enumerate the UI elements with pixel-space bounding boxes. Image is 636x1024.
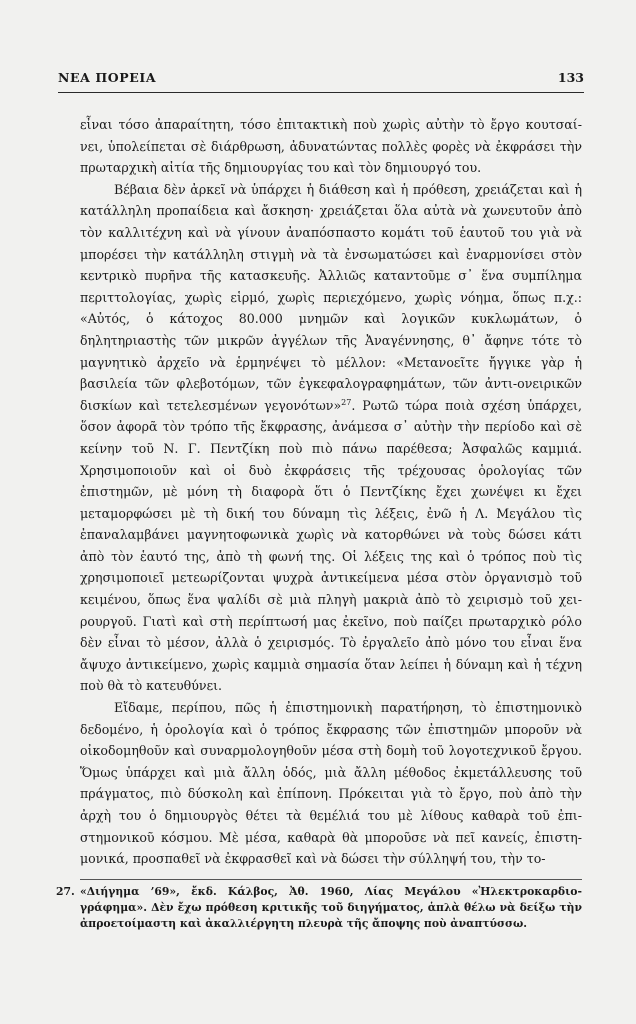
- paragraph-1: εἶναι τόσο ἀπαραίτητη, τόσο ἐπιτακτικὴ ποὺ χωρὶς αὐτὴν τὸ ἔργο κουτσαίνει, ὑπολείπεται σὲ διάρθρωση, ἀδυνατώντας πολλὲς φορὲς νὰ ἐκφράσει τὴν πρωταρχικὴ αἰτία τῆς δημιουργίας του καὶ τὸν δημιουργό του.: [80, 117, 582, 176]
- footnote-reference[interactable]: 27: [341, 397, 352, 407]
- footnote: [56, 884, 582, 933]
- journal-title: ΝΕΑ ΠΟΡΕΙΑ: [58, 70, 157, 85]
- paragraph-3: Εἴδαμε, περίπου, πῶς ἡ ἐπιστημονικὴ παρατήρηση, τὸ ἐπιστημονικὸ δεδομένο, ἡ ὁρολογία καὶ ὁ τρόπος ἔκφρασης τῶν ἐπιστημῶν μποροῦν νὰ οἰκοδομηθοῦν καὶ συναρμολογηθοῦν μέσα στὴ δομὴ τοῦ λογοτεχνικοῦ ἔργου. Ὅμως ὑπάρχει καὶ μιὰ ἄλλη ὁδός, μιὰ ἄλλη μέθοδος ἐκμετάλλευσης τοῦ πράγματος, πιὸ δύσκολη καὶ ἐπίπονη. Πρόκειται γιὰ τὸ ἔργο, ποὺ ἀπὸ τὴν ἀρχὴ του ὁ δημιουργὸς θέτει τὰ θεμέλιά του μὲ λίθους καθαρὰ τοῦ ἐπιστημονικοῦ κόσμου. Μὲ μέσα, καθαρὰ θὰ μποροῦσε νὰ πεῖ κανείς, ἐπιστημονικά, προσπαθεῖ νὰ ἐκφρασθεῖ καὶ νὰ δώσει τὴν σύλληψή του, τὴν το-: [80, 700, 582, 867]
- header-rule: [58, 92, 584, 93]
- paragraph-2: [80, 179, 582, 697]
- running-head: [58, 70, 584, 92]
- footnote-number: 27.: [56, 885, 75, 898]
- footnote-text: «Διήγημα ’69», ἔκδ. Κάλβος, Ἀθ. 1960, Λίας Μεγάλου «Ἠλεκτροκαρδιογράφημα». Δὲν ἔχω πρόθεση κριτικῆς τοῦ διηγήματος, ἁπλὰ θέλω νὰ δείξω τὴν ἀπροετοίμαστη καὶ ἀκαλλιέργητη πλευρὰ τῆς ἄποψης ποὺ ἀναπτύσσω.: [80, 885, 582, 931]
- page-number: 133: [557, 70, 584, 85]
- main-text: [80, 114, 582, 870]
- paragraph-2-part-1: Βέβαια δὲν ἀρκεῖ νὰ ὑπάρχει ἡ διάθεση καὶ ἡ πρόθεση, χρειάζεται καὶ ἡ κατάλληλη προπαίδεια καὶ ἄσκηση· χρειάζεται ὅλα αὐτὰ νὰ χωνευτοῦν ἀπὸ τὸν καλλιτέχνη καὶ νὰ γίνουν ἀναπόσπαστο κομάτι τοῦ ἑαυτοῦ του γιὰ νὰ μπορέσει τὴν κατάλληλη στιγμὴ νὰ τὰ ἐνσωματώσει καὶ ἐναρμονίσει στὸν κεντρικὸ πυρῆνα τῆς κατασκευῆς. Ἀλλιῶς καταντοῦμε σ᾽ ἕνα συμπίλημα περιττολογίας, χωρὶς εἱρμό, χωρὶς περιεχόμενο, χωρὶς νόημα, ὅπως π.χ.: «Αὐτός, ὁ κάτοχος 80.000 μνημῶν καὶ λογικῶν κυκλωμάτων, ὁ δηλητηριαστὴς τῶν μικρῶν ἀγγέλων τῆς Ἀναγέννησης, θ᾽ ἄφηνε τότε τὸ μαγνητικὸ ἀρχεῖο νὰ ἑρμηνέψει τὸ μέλλον: «Μετανοεῖτε ἤγγικε γὰρ ἡ βασιλεία τῶν φλεβοτόμων, τῶν ἐγκεφαλογραφημάτων, τῶν ἀντι-ονειρικῶν δισκίων καὶ τετελεσμένων γεγονότων»: [80, 181, 582, 413]
- paragraph-2-part-2: . Ρωτῶ τώρα ποιὰ σχέση ὑπάρχει, ὅσον ἀφορᾶ τὸν τρόπο τῆς ἔκφρασης, ἀνάμεσα σ᾽ αὐτὴν τὴν περίοδο καὶ σὲ κείνην τοῦ Ν. Γ. Πεντζίκη ποὺ πιὸ πάνω παρέθεσα; Ἀσφαλῶς καμμιά. Χρησιμοποιοῦν καὶ οἱ δυὸ ἐκφράσεις τῆς τρέχουσας ὁρολογίας τῶν ἐπιστημῶν, μὲ μόνη τὴ διαφορὰ ὅτι ὁ Πεντζίκης ἔχει χωνέψει κι ἔχει μεταμορφώσει μὲ τὴ δική του δύναμη τὶς λέξεις, ἐνῶ ἡ Λ. Μεγάλου τὶς ἐπαναλαμβάνει μαγνητοφωνικὰ χωρὶς νὰ κατορθώνει νὰ τοὺς δώσει κάτι ἀπὸ τὸν ἑαυτό της, ἀπὸ τὴ φωνή της. Οἱ λέξεις της καὶ ὁ τρόπος ποὺ τὶς χρησιμοποιεῖ μετεωρίζονται ψυχρὰ ἀντικείμενα μέσα στὸν ὀργανισμὸ τοῦ κειμένου, ὅπως ἕνα ψαλίδι σὲ μιὰ πληγὴ μακριὰ ἀπὸ τὸ χειρισμὸ τοῦ χειρουργοῦ. Γιατὶ καὶ στὴ περίπτωσή μας ἐκεῖνο, ποὺ παίζει πρωταρχικὸ ρόλο δὲν εἶναι τὸ μέσον, ἀλλὰ ὁ χειρισμός. Τὸ ἐργαλεῖο ἀπὸ μόνο του εἶναι ἕνα ἄψυχο ἀντικείμενο, χωρὶς καμμιὰ σημασία ὅταν λείπει ἡ δύναμη καὶ ἡ τέχνη ποὺ θὰ τὸ κατευθύνει.: [80, 397, 583, 694]
- footnote-rule: [80, 879, 582, 880]
